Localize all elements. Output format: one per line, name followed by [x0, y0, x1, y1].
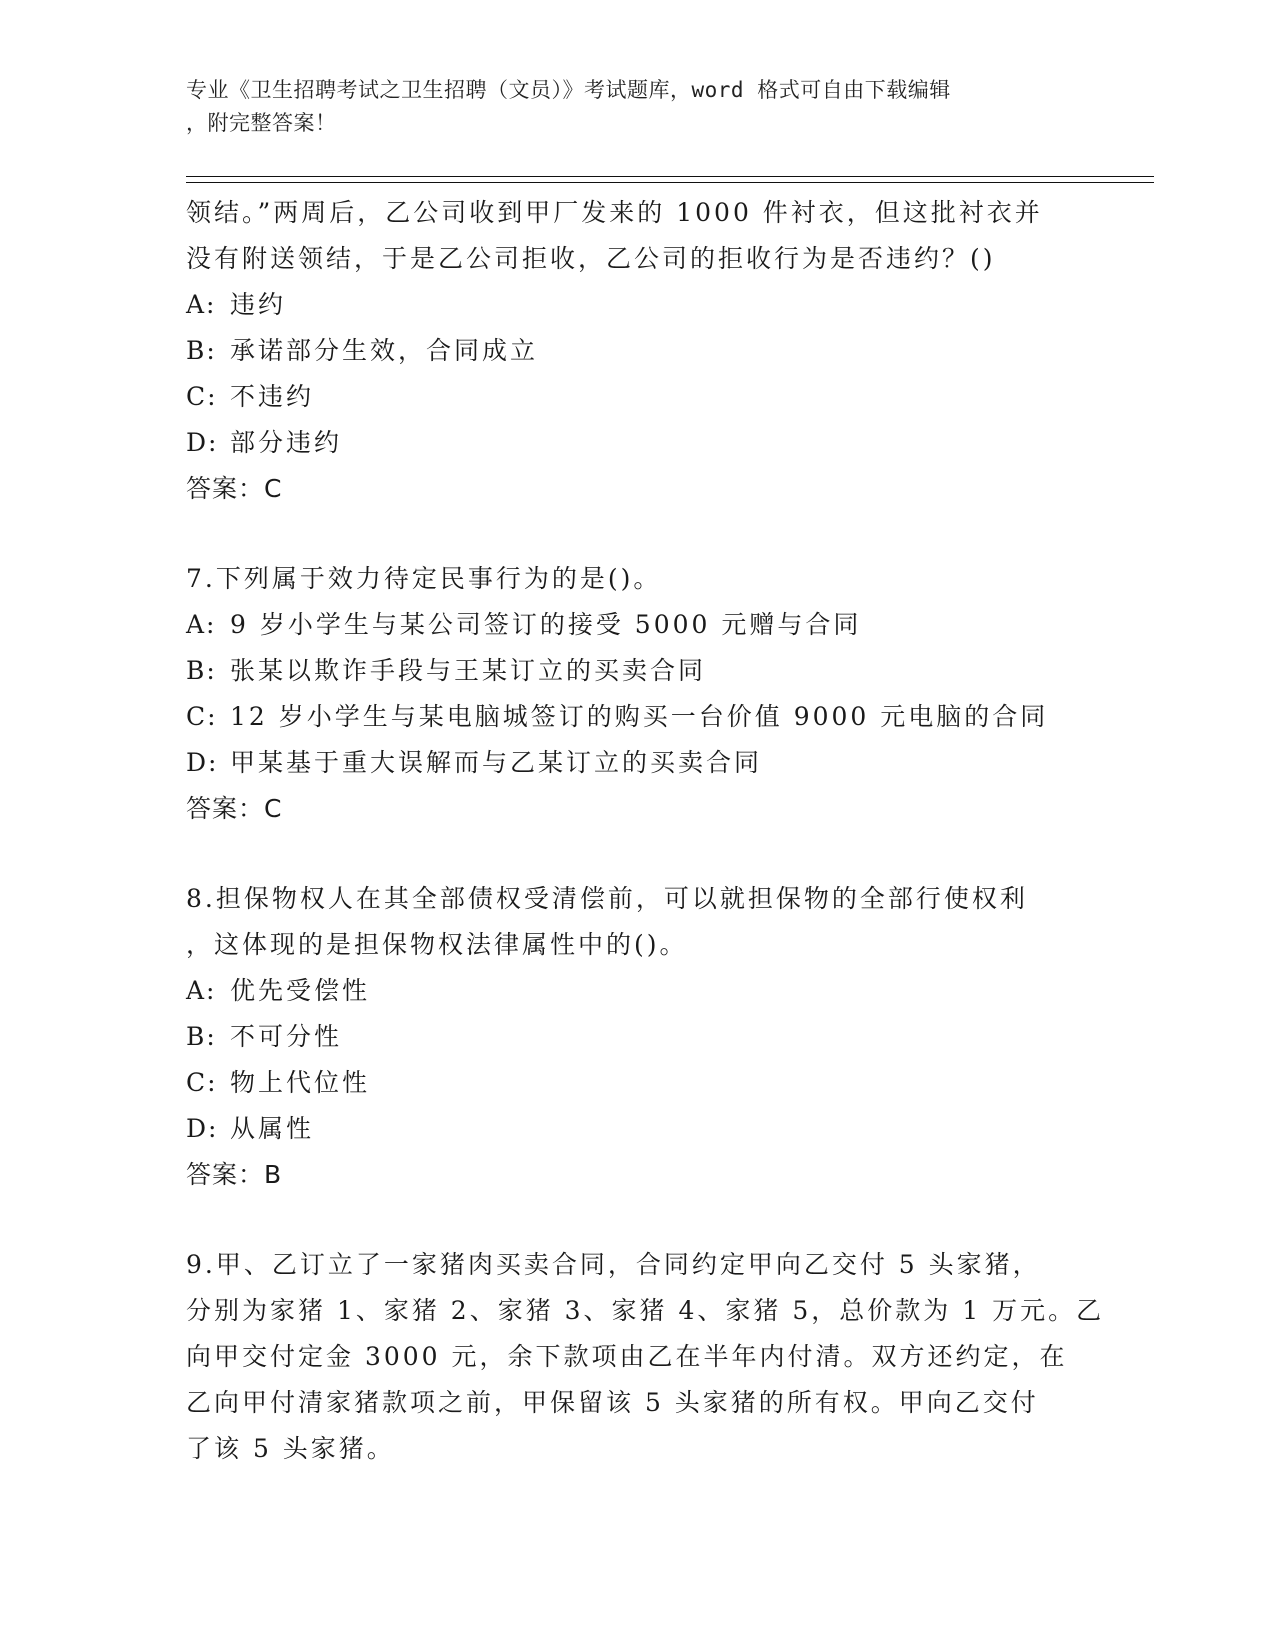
question-6 — [186, 190, 1086, 512]
answer: 答案：C — [186, 474, 283, 503]
question-text-line: 7.下列属于效力待定民事行为的是()。 — [186, 564, 662, 593]
option-label: C: — [186, 702, 218, 731]
spacer — [186, 832, 1086, 876]
option-b — [186, 1014, 1086, 1060]
option-a — [186, 968, 1086, 1014]
option-text: 承诺部分生效，合同成立 — [230, 336, 539, 365]
option-b — [186, 328, 1086, 374]
option-text: 9 岁小学生与某公司签订的接受 5000 元赠与合同 — [230, 610, 862, 639]
answer: 答案：C — [186, 794, 283, 823]
option-text: 部分违约 — [230, 428, 343, 457]
option-label: D: — [186, 748, 219, 777]
option-d — [186, 1106, 1086, 1152]
document-header — [186, 74, 1066, 140]
option-text: 不违约 — [230, 382, 315, 411]
option-label: B: — [186, 336, 217, 365]
question-content — [186, 190, 1105, 1472]
option-label: B: — [186, 656, 217, 685]
question-text-line: 领结。”两周后，乙公司收到甲厂发来的 1000 件衬衣，但这批衬衣并 — [186, 198, 1043, 227]
option-label: C: — [186, 1068, 218, 1097]
spacer — [186, 1198, 1086, 1242]
question-9 — [186, 1242, 1105, 1472]
answer: 答案：B — [186, 1160, 283, 1189]
question-text-line: 9.甲、乙订立了一家猪肉买卖合同，合同约定甲向乙交付 5 头家猪， — [186, 1250, 1041, 1279]
option-a — [186, 282, 1086, 328]
option-text: 12 岁小学生与某电脑城签订的购买一台价值 9000 元电脑的合同 — [230, 702, 1049, 731]
header-divider-thin — [186, 182, 1154, 183]
option-text: 物上代位性 — [230, 1068, 371, 1097]
question-7 — [186, 556, 1086, 832]
option-c — [186, 374, 1086, 420]
option-label: D: — [186, 428, 219, 457]
option-label: C: — [186, 382, 218, 411]
option-d — [186, 740, 1086, 786]
question-text-line: 了该 5 头家猪。 — [186, 1434, 395, 1463]
option-label: D: — [186, 1114, 219, 1143]
header-line-2: ，附完整答案！ — [186, 111, 337, 135]
option-label: A: — [186, 610, 217, 639]
question-text-line: ，这体现的是担保物权法律属性中的()。 — [186, 930, 688, 959]
question-text-line: 没有附送领结，于是乙公司拒收，乙公司的拒收行为是否违约？() — [186, 244, 996, 273]
option-d — [186, 420, 1086, 466]
question-text-line: 分别为家猪 1、家猪 2、家猪 3、家猪 4、家猪 5，总价款为 1 万元。乙 — [186, 1296, 1105, 1325]
option-text: 违约 — [230, 290, 287, 319]
spacer — [186, 512, 1086, 556]
option-c — [186, 694, 1086, 740]
option-label: A: — [186, 290, 217, 319]
header-divider-thick — [186, 176, 1154, 177]
option-c — [186, 1060, 1086, 1106]
option-a — [186, 602, 1086, 648]
question-8 — [186, 876, 1086, 1198]
question-text-line: 乙向甲付清家猪款项之前，甲保留该 5 头家猪的所有权。甲向乙交付 — [186, 1388, 1039, 1417]
option-text: 优先受偿性 — [230, 976, 371, 1005]
option-text: 甲某基于重大误解而与乙某订立的买卖合同 — [230, 748, 763, 777]
option-text: 从属性 — [230, 1114, 315, 1143]
question-text-line: 8.担保物权人在其全部债权受清偿前，可以就担保物的全部行使权利 — [186, 884, 1028, 913]
option-label: B: — [186, 1022, 217, 1051]
header-line-1: 专业《卫生招聘考试之卫生招聘（文员）》考试题库，word 格式可自由下载编辑 — [186, 78, 951, 102]
option-label: A: — [186, 976, 217, 1005]
option-text: 张某以欺诈手段与王某订立的买卖合同 — [230, 656, 707, 685]
question-text-line: 向甲交付定金 3000 元，余下款项由乙在半年内付清。双方还约定，在 — [186, 1342, 1068, 1371]
option-text: 不可分性 — [230, 1022, 343, 1051]
option-b — [186, 648, 1086, 694]
